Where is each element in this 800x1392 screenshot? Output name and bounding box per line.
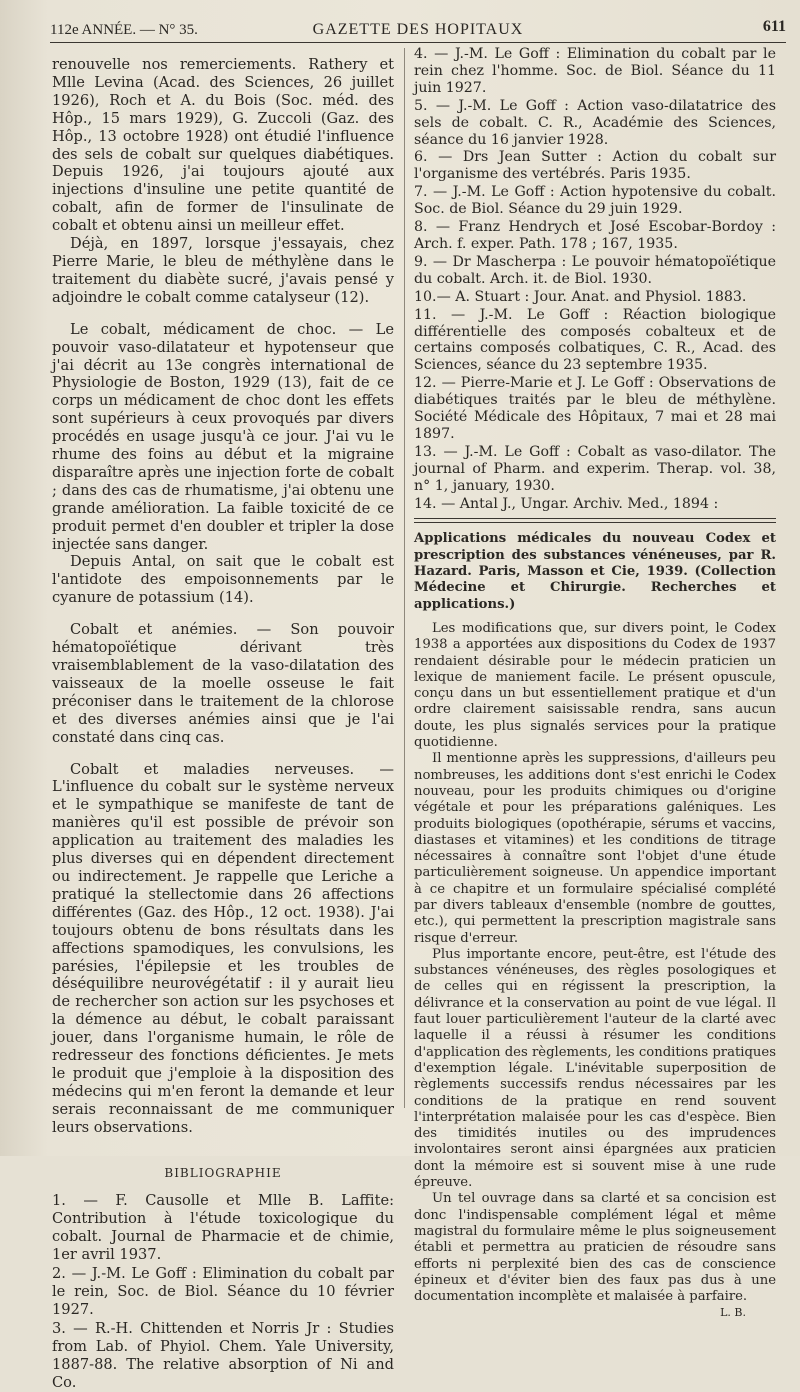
right-column: [414, 46, 776, 1322]
page-number: 611: [762, 18, 786, 35]
reference-item: 5. — J.-M. Le Goff : Action vaso-dilatatrice des sels de cobalt. C. R., Académie des Sciences, séance du 16 janvier 1928.: [414, 97, 776, 148]
paragraph: Cobalt et anémies. — Son pouvoir hématopoïétique dérivant très vraisemblablement de la vaso-dilatation des vaisseaux de la moelle osseuse le fait préconiser dans le traitement de la chlorose et des diverses anémies ainsi que je l'ai constaté dans cinq cas.: [52, 621, 394, 746]
paragraph: renouvelle nos remerciements. Rathery et Mlle Levina (Acad. des Sciences, 26 juillet 1926), Roch et A. du Bois (Soc. méd. des Hôp., 15 mars 1929), G. Zuccoli (Gaz. des Hôp., 13 octobre 1928) ont étudié l'influence des sels de cobalt sur quelques diabétiques. Depuis 1926, j'ai toujours ajouté aux injections d'insuline une petite quantité de cobalt, afin de former de l'insulinate de cobalt et obtenu ainsi un meilleur effet.: [52, 56, 394, 235]
paragraph: Un tel ouvrage dans sa clarté et sa concision est donc l'indispensable complément légal et même magistral du formulaire même le plus soigneusement établi et permettra au praticien de résoudre sans efforts ni perplexité bien des cas de conscience épineux et d'éviter bien des faux pas dus à une documentation incomplète et malaisée à parfaire.: [414, 1191, 776, 1305]
issue-number: 112e ANNÉE. — N° 35.: [50, 22, 198, 38]
reference-item: 6. — Drs Jean Sutter : Action du cobalt sur l'organisme des vertébrés. Paris 1935.: [414, 149, 776, 183]
reference-item: 1. — F. Causolle et Mlle B. Laffite: Contribution à l'étude toxicologique du cobalt. Journal de Pharmacie et de chimie, 1er avril 1937.: [52, 1192, 394, 1264]
reference-item: 8. — Franz Hendrych et José Escobar-Bordoy : Arch. f. exper. Path. 178 ; 167, 1935.: [414, 219, 776, 252]
reference-item: 11. — J.-M. Le Goff : Réaction biologique différentielle des composés cobalteux et de certains composés colbatiques, C. R., Acad. des Sciences, séance du 23 septembre 1935.: [414, 306, 776, 374]
paragraph: Déjà, en 1897, lorsque j'essayais, chez Pierre Marie, le bleu de méthylène dans le traitement du diabète sucré, j'avais pensé y adjoindre le cobalt comme catalyseur (12).: [52, 235, 394, 306]
paragraph: Plus importante encore, peut-être, est l'étude des substances vénéneuses, des règles posologiques et de celles qui en régissent la prescription, la délivrance et la conservation au point de vue légal. Il faut louer particulièrement l'auteur de la clarté avec laquelle il a réussi à résumer les conditions d'application des règlements, les conditions pratiques d'exemption légale. L'inévitable superposition de règlements successifs rendus nécessaires par les conditions de la pratique en rend souvent l'interprétation malaisée pour les cas d'espèce. Bien des timidités inutiles ou des imprudences involontaires seront ainsi épargnées aux praticien dont la mémoire est si souvent mise à une rude épreuve.: [414, 946, 776, 1191]
reference-item: 9. — Dr Mascherpa : Le pouvoir hématopoïétique du cobalt. Arch. it. de Biol. 1930.: [414, 253, 776, 287]
journal-title: GAZETTE DES HOPITAUX: [312, 21, 524, 38]
paragraph: Il mentionne après les suppressions, d'ailleurs peu nombreuses, les additions dont s'est enrichi le Codex nouveau, pour les produits chimiques ou d'origine végétale et pour les préparations galéniques. Les produits biologiques (opothérapie, sérums et vaccins, diastases et vitamines) et les conditions de titrage nécessaires à connaître sont l'objet d'une étude particulièrement soigneuse. Un appendice important à ce chapitre et un formulaire spécialisé complété par divers tableaux d'ensemble (nombre de gouttes, etc.), qui permettent la prescription magistrale sans risque d'erreur.: [414, 751, 776, 946]
paragraph: Le cobalt, médicament de choc. — Le pouvoir vaso-dilatateur et hypotenseur que j'ai décrit au 13e congrès international de Physiologie de Boston, 1929 (13), fait de ce corps un médicament de choc dont les effets sont supérieurs à ceux provoqués par divers procédés en usage jusqu'à ce jour. J'ai vu le rhume des foins au début et la migraine disparaître après une injection forte de cobalt ; dans des cas de rhumatisme, j'ai obtenu une grande amélioration. La faible toxicité de ce produit permet d'en doubler et tripler la dose injectée sans danger.: [52, 320, 394, 553]
paragraph: Depuis Antal, on sait que le cobalt est l'antidote des empoisonnements par le cyanure de potassium (14).: [52, 553, 394, 607]
reference-item: 7. — J.-M. Le Goff : Action hypotensive du cobalt. Soc. de Biol. Séance du 29 juin 1929.: [414, 184, 776, 218]
review-heading: Applications médicales du nouveau Codex et prescription des substances vénéneuses, par R. Hazard. Paris, Masson et Cie, 1939. (Collection Médecine et Chirurgie. Recherches et applications.): [414, 531, 776, 612]
left-column: [52, 56, 394, 1392]
reference-item: 12. — Pierre-Marie et J. Le Goff : Observations de diabétiques traités par le bleu de méthylène. Société Médicale des Hôpitaux, 7 mai et 28 mai 1897.: [414, 375, 776, 442]
reference-item: 3. — R.-H. Chittenden et Norris Jr : Studies from Lab. of Phyiol. Chem. Yale University, 1887-88. The relative absorption of Ni and Co.: [52, 1319, 394, 1391]
reference-item: 14. — Antal J., Ungar. Archiv. Med., 1894 :: [414, 495, 719, 512]
paragraph: Les modifications que, sur divers point, le Codex 1938 a apportées aux dispositions du Codex de 1937 rendaient désirable pour le médecin praticien un lexique de maniement facile. Le présent opuscule, conçu dans un but essentiellement pratique et d'un ordre clairement saisissable rendra, sans aucun doute, les plus signalés services pour la pratique quotidienne.: [414, 620, 776, 751]
column-divider: [404, 48, 405, 1108]
paragraph: Cobalt et maladies nerveuses. — L'influence du cobalt sur le système nerveux et le sympathique se manifeste de tant de manières qu'il est possible de prévoir son application au traitement des maladies les plus diverses qui en dépendent directement ou indirectement. Je rappelle que Leriche a pratiqué la stellectomie dans 26 affections différentes (Gaz. des Hôp., 12 oct. 1938). J'ai toujours obtenu de bons résultats dans les affections spamodiques, les convulsions, les parésies, l'épilepsie et les troubles de déséquilibre neurovégétatif : il y aurait lieu de rechercher son action sur les psychoses et la démence au début, le cobalt paraissant jouer, dans l'organisme humain, le rôle de redresseur des fonctions déficientes. Je mets le produit que j'emploie à la disposition des médecins qui m'en feront la demande et leur serais reconnaissant de me communiquer leurs observations.: [52, 760, 394, 1136]
page-header: [50, 16, 786, 43]
reference-item: 4. — J.-M. Le Goff : Elimination du cobalt par le rein chez l'homme. Soc. de Biol. Séance du 11 juin 1927.: [414, 46, 776, 96]
reference-item: 2. — J.-M. Le Goff : Elimination du cobalt par le rein, Soc. de Biol. Séance du 10 février 1927.: [52, 1265, 394, 1318]
section-divider: [414, 518, 776, 523]
reference-item: 13. — J.-M. Le Goff : Cobalt as vaso-dilator. The journal of Pharm. and experim. Therap. vol. 38, n° 1, january, 1930.: [414, 443, 776, 494]
bibliography-title: BIBLIOGRAPHIE: [164, 1165, 282, 1180]
author-signature: L. B.: [720, 1306, 746, 1320]
reference-item: 10.— A. Stuart : Jour. Anat. and Physiol. 1883.: [414, 288, 747, 305]
